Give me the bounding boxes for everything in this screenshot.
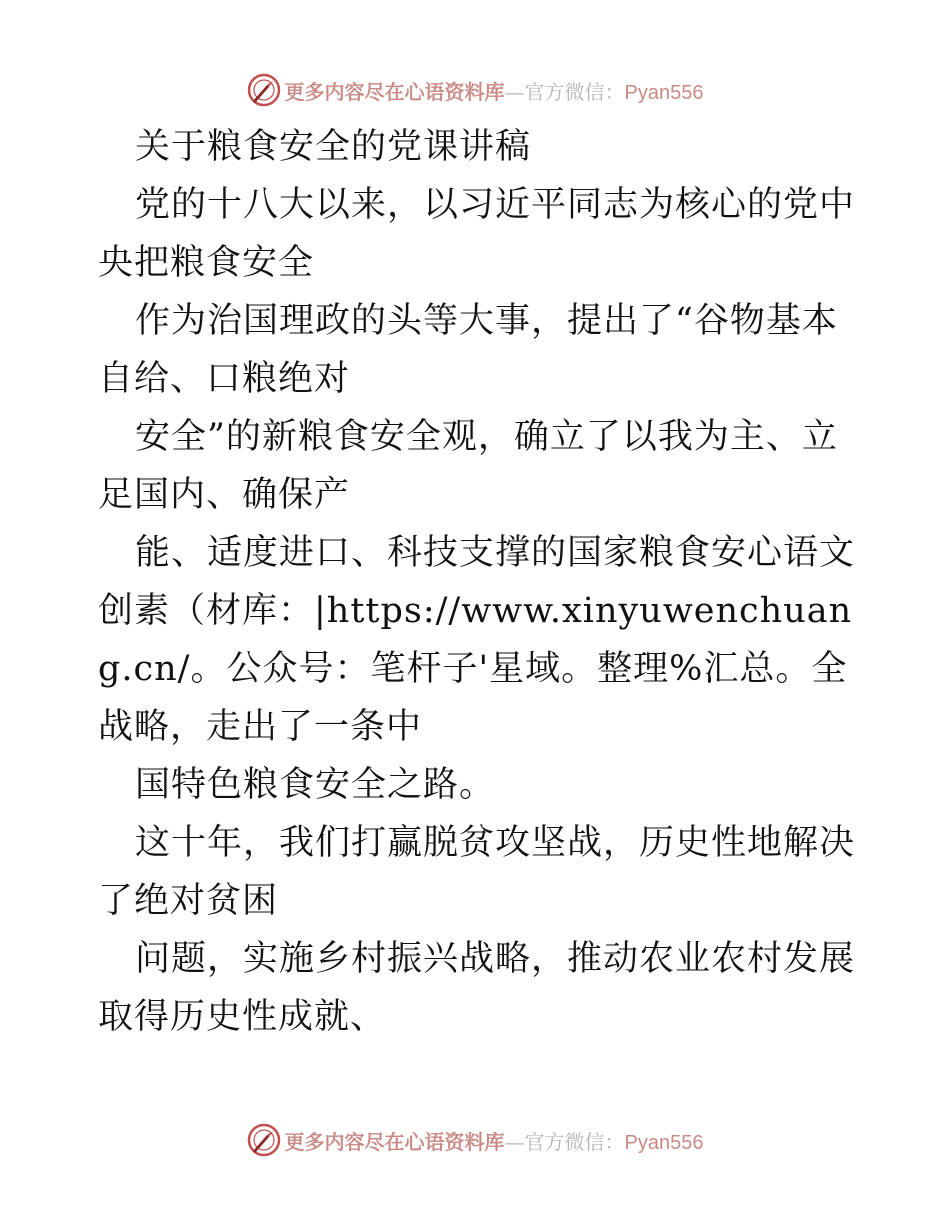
pen-logo-icon: [247, 1123, 281, 1157]
paragraph-5: 国特色粮食安全之路。: [135, 765, 496, 805]
paragraph-7: 问题，实施乡村振兴战略，推动农业农村发展取得历史性成就、: [98, 939, 856, 1037]
paragraph-2: 作为治国理政的头等大事，提出了“谷物基本自给、口粮绝对: [98, 301, 838, 399]
footer-watermark-banner: [0, 1120, 950, 1160]
paragraph-4: 能、适度进口、科技支撑的国家粮食安心语文创素（材库：|https://www.xinyuwenchuang.cn/。公众号：笔杆子'星域。整理%汇总。全战略，走出了一条中: [98, 533, 856, 747]
pen-logo-icon: [247, 73, 281, 107]
paragraph-6: 这十年，我们打赢脱贫攻坚战，历史性地解决了绝对贫困: [98, 823, 856, 921]
banner-text: 更多内容尽在心语资料库—官方微信：Pyan556: [284, 79, 704, 104]
document-body: [98, 118, 858, 1046]
paragraph-1: 党的十八大以来，以习近平同志为核心的党中央把粮食安全: [98, 185, 856, 283]
document-title: 关于粮食安全的党课讲稿: [135, 127, 532, 167]
paragraph-3: 安全”的新粮食安全观，确立了以我为主、立足国内、确保产: [98, 417, 838, 515]
header-watermark-banner: [0, 70, 950, 110]
banner-text: 更多内容尽在心语资料库—官方微信：Pyan556: [284, 1129, 704, 1154]
